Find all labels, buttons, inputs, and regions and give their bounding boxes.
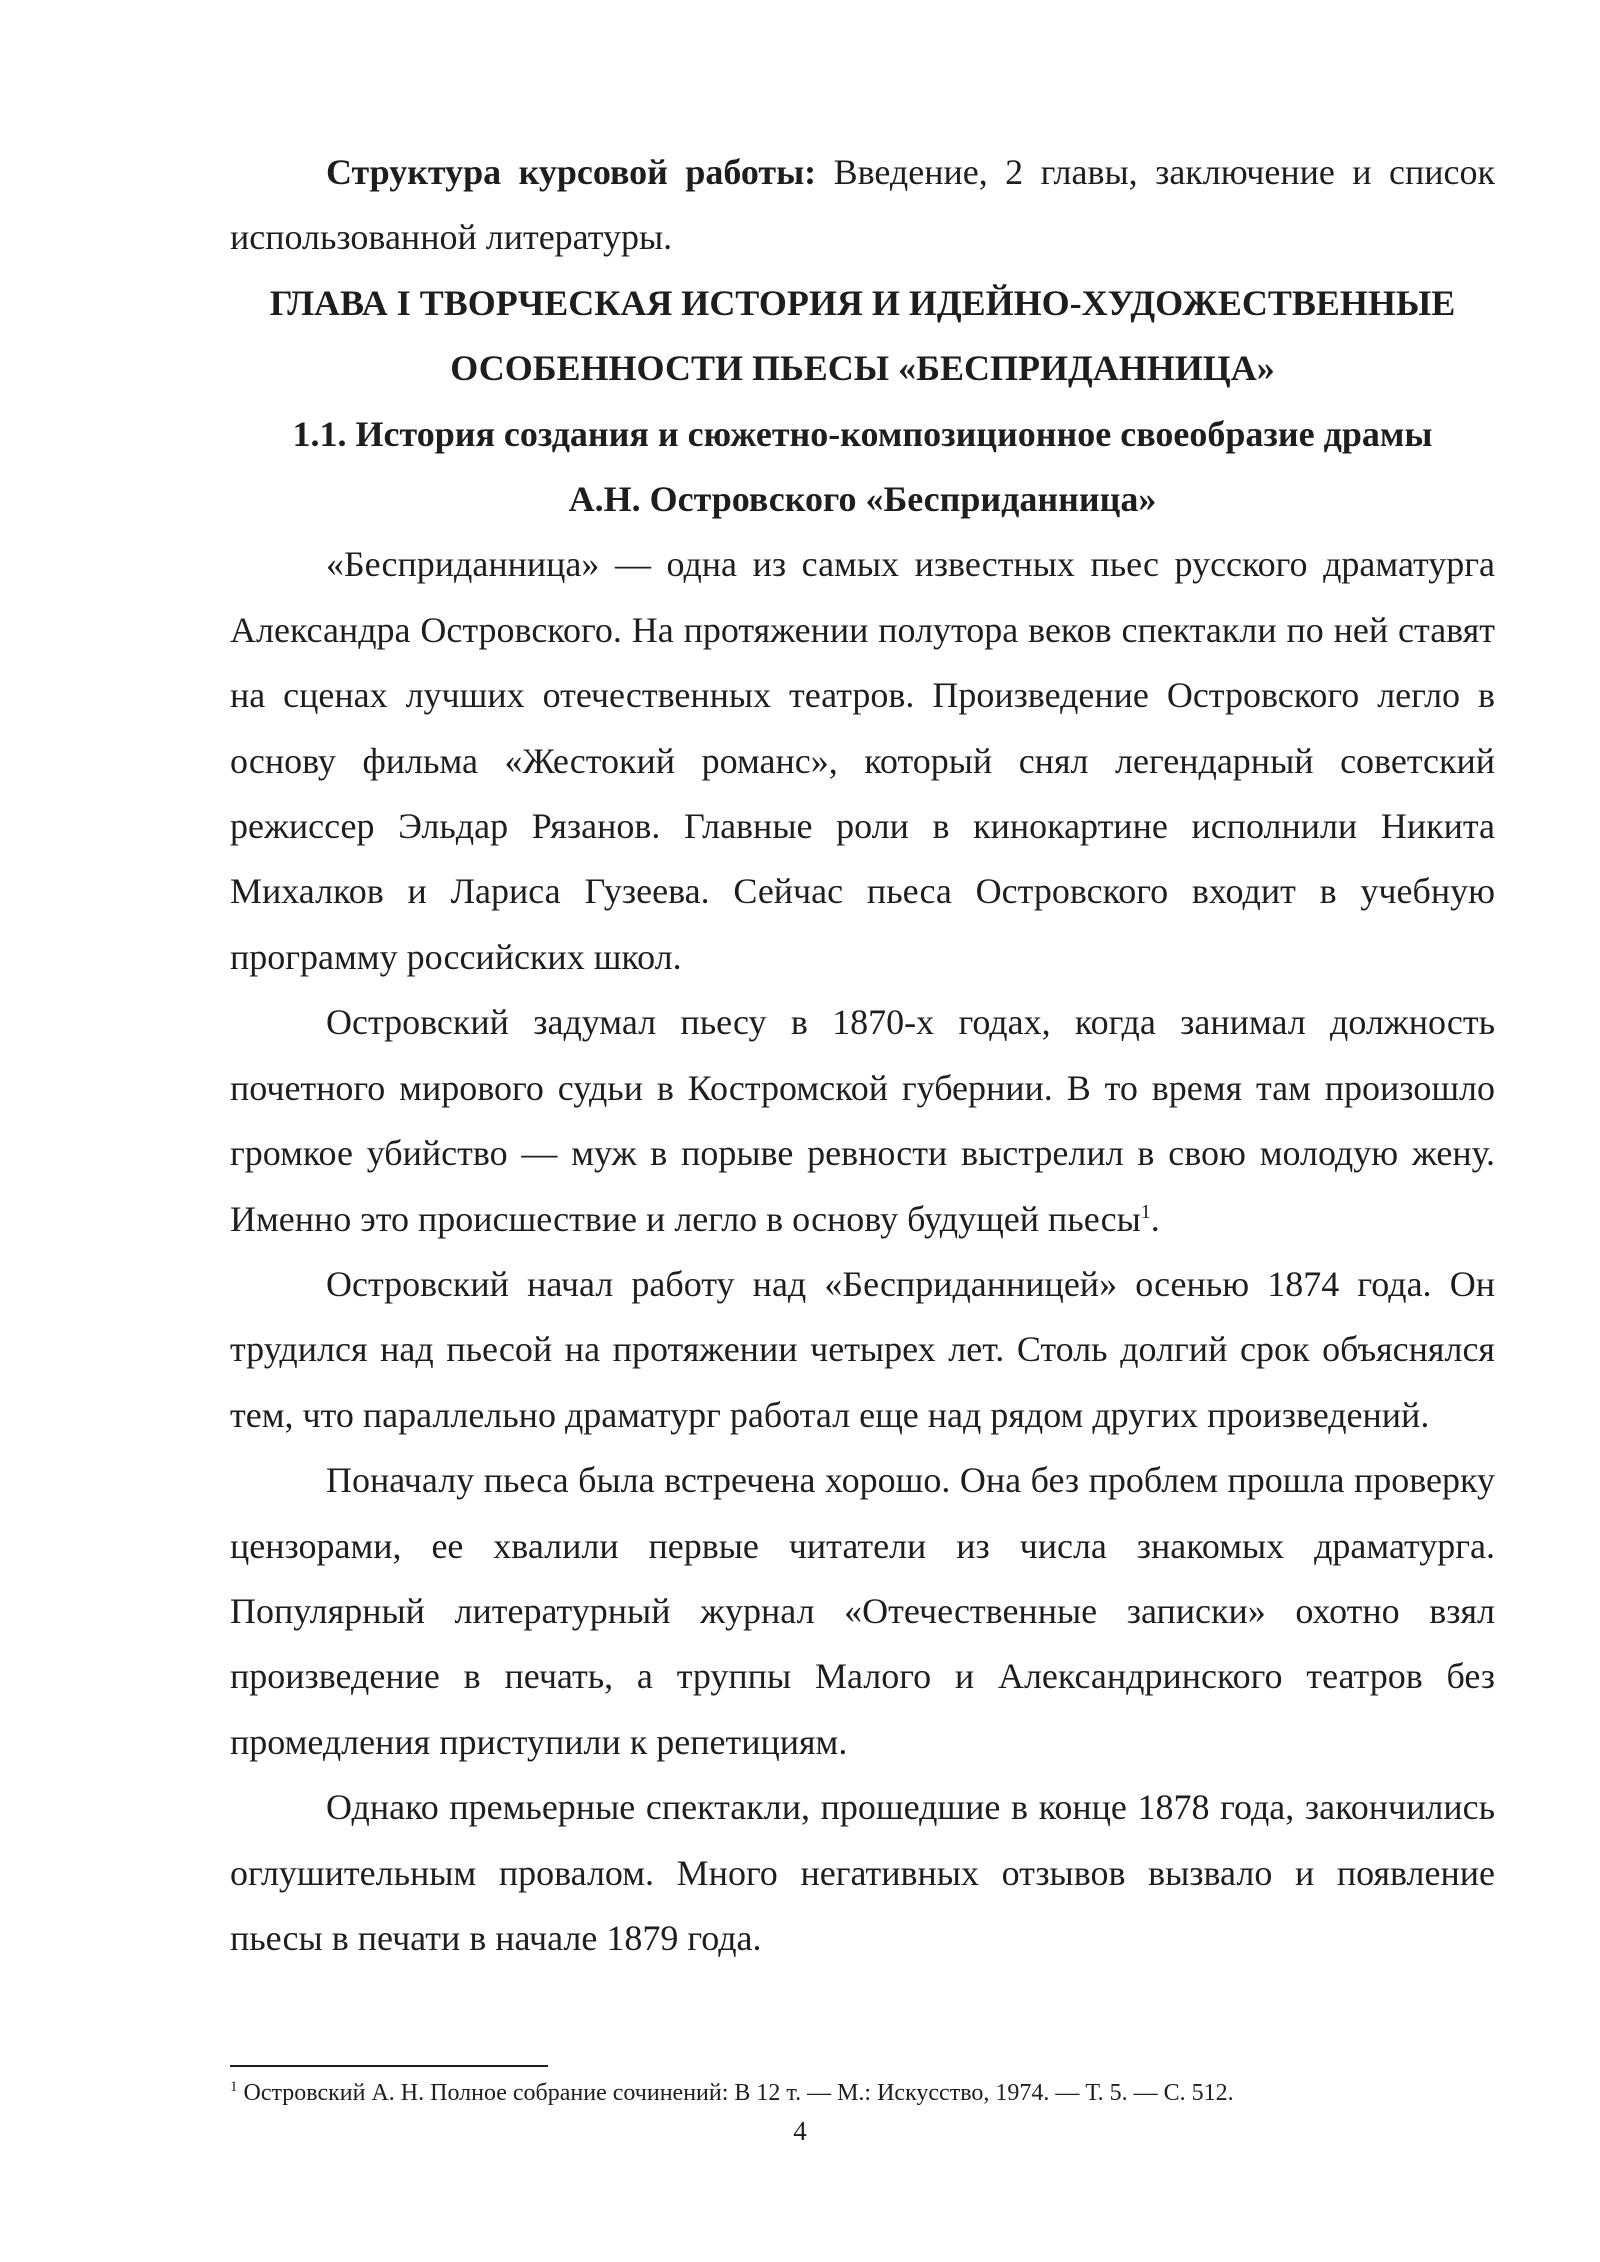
structure-text: Введение, 2 главы, заключение и список использованной литературы.	[230, 152, 1495, 258]
paragraph: Поначалу пьеса была встречена хорошо. Она без проблем прошла проверку цензорами, ее хвалили первые читатели из числа знакомых драматурга. Популярный литературный журнал «Отечественные записки» охотно взял произведение в печать, а труппы Малого и Александринского театров без промедления приступили к репетициям.	[230, 1460, 1495, 1762]
footnote-text: Островский А. Н. Полное собрание сочинений: В 12 т. — М.: Искусство, 1974. — Т. 5. — С. 512.	[237, 2080, 1234, 2106]
section-title-line-2: А.Н. Островского «Бесприданница»	[568, 479, 1157, 520]
paragraph: «Бесприданница» — одна из самых известных пьес русского драматурга Александра Островского. На протяжении полутора веков спектакли по ней ставят на сценах лучших отечественных театров. Произведение Островского легло в основу фильма «Жестокий романс», который снял легендарный советский режиссер Эльдар Рязанов. Главные роли в кинокартине исполнили Никита Михалков и Лариса Гузеева. Сейчас пьеса Островского входит в учебную программу российских школ.	[230, 544, 1495, 977]
paragraph-text: Островский задумал пьесу в 1870-х годах, когда занимал должность почетного мирового судьи в Костромской губернии. В то время там произошло громкое убийство — муж в порыве ревности выстрелил в свою молодую жену. Именно это происшествие и легло в основу будущей пьесы	[230, 1002, 1495, 1239]
paragraph	[230, 990, 1495, 1252]
footnote-separator	[230, 2065, 548, 2067]
page-number: 4	[793, 2116, 807, 2146]
section-title-line-1: 1.1. История создания и сюжетно-композиционное своеобразие драмы	[292, 413, 1433, 454]
structure-label: Структура курсовой работы:	[326, 152, 817, 192]
section-title	[230, 402, 1495, 533]
chapter-title-line-1: ГЛАВА I ТВОРЧЕСКАЯ ИСТОРИЯ И ИДЕЙНО-ХУДОЖЕСТВЕННЫЕ	[269, 282, 1456, 323]
paragraph: Однако премьерные спектакли, прошедшие в конце 1878 года, закончились оглушительным провалом. Много негативных отзывов вызвало и появление пьесы в печати в начале 1879 года.	[230, 1787, 1495, 1958]
footnote-number: 1	[230, 2079, 238, 2095]
paragraph: Островский начал работу над «Бесприданницей» осенью 1874 года. Он трудился над пьесой на протяжении четырех лет. Столь долгий срок объяснялся тем, что параллельно драматург работал еще над рядом других произведений.	[230, 1263, 1495, 1435]
footnote-reference[interactable]: 1	[1140, 1200, 1151, 1223]
chapter-title	[230, 271, 1495, 402]
structure-paragraph	[230, 140, 1495, 271]
paragraph-end-punctuation: .	[1150, 1198, 1160, 1239]
footnote	[230, 2078, 1495, 2108]
document-body	[230, 140, 1495, 1971]
chapter-title-line-2: ОСОБЕННОСТИ ПЬЕСЫ «БЕСПРИДАННИЦА»	[450, 348, 1275, 389]
